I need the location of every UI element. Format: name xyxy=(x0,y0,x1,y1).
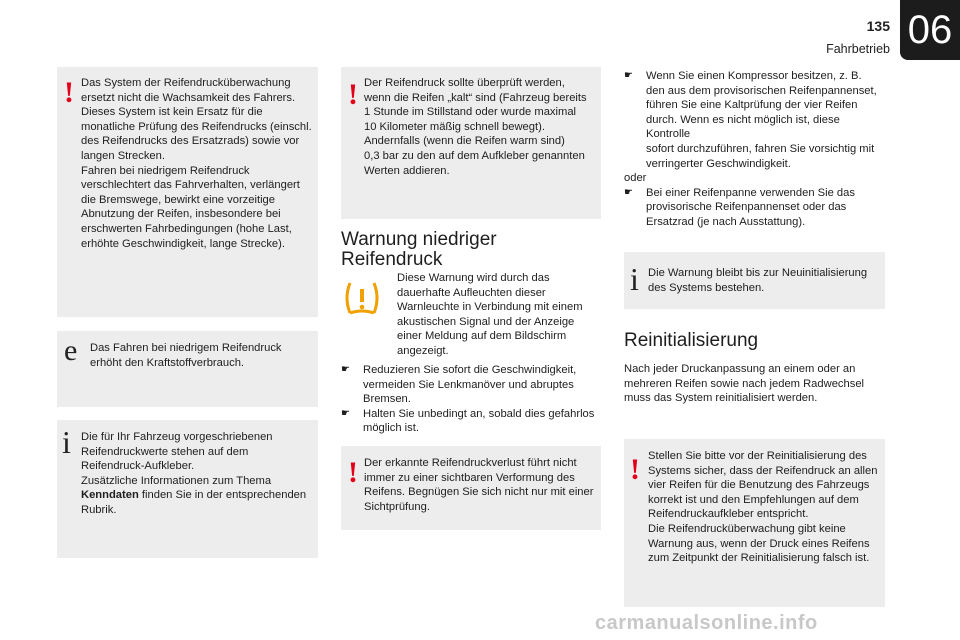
eco-icon: e xyxy=(64,334,78,367)
heading-warning-low-pressure: Warnung niedriger Reifendruck xyxy=(341,229,497,270)
eco-box-text: Das Fahren bei niedrigem Reifendruck erhöht den Kraftstoffverbrauch. xyxy=(90,342,282,369)
oder-text: oder xyxy=(624,172,647,185)
list-item: ☛ Halten Sie unbedingt an, sobald dies gefahrlos möglich ist. xyxy=(341,407,595,435)
reinit-paragraph: Nach jeder Druckanpassung an einem oder an mehreren Reifen sowie nach jedem Radwechsel muss das System reinitialisiert werden. xyxy=(624,363,865,405)
watermark: carmanualsonline.info xyxy=(595,612,818,634)
page-number: 135 xyxy=(866,18,890,34)
warning-box-reinit-text: Stellen Sie bitte vor der Reinitialisierung des Systems sicher, dass der Reifendruck an allen vier Reifen für die Benutzung des Fahrzeugs korrekt ist und den Empfehlungen auf dem Reifendruckaufkleber entspricht. Die Reifendrucküberwachung gibt keine Warnung aus, wenn der Druck eines Reifens zum Zeitpunkt der Reinitialisierung falsch ist. xyxy=(648,450,878,565)
bullet-icon: ☛ xyxy=(624,70,633,81)
info-icon: i xyxy=(62,424,71,460)
warning-description: Diese Warnung wird durch das dauerhafte Aufleuchten dieser Warnleuchte in Verbindung mit einem akustischen Signal und der Anzeige einer Meldung auf dem Bildschirm angezeigt. xyxy=(397,272,583,357)
bullet-icon: ☛ xyxy=(341,407,350,419)
section-name: Fahrbetrieb xyxy=(826,42,890,56)
heading-reinitialisation: Reinitialisierung xyxy=(624,330,759,351)
exclamation-icon: ! xyxy=(348,456,358,489)
tyre-pressure-warning-icon xyxy=(340,278,384,318)
compressor-list xyxy=(624,69,886,230)
list-item: ☛ Reduzieren Sie sofort die Geschwindigkeit, vermeiden Sie Lenkmanöver und abruptes Bremsen. xyxy=(341,364,577,406)
warning-box-visual-text: Der erkannte Reifendruckverlust führt nicht immer zu einer sichtbaren Verformung des Reifens. Begnügen Sie sich nicht nur mit einer Sichtprüfung. xyxy=(364,457,594,513)
chapter-tab: 06 xyxy=(900,0,960,60)
info-icon: i xyxy=(630,261,639,297)
warning-box-system-text: Das System der Reifendrucküberwachung ersetzt nicht die Wachsamkeit des Fahrers. Dieses System ist kein Ersatz für die monatliche Prüfung des Reifendrucks (einschl. des Reifendrucks des Ersatzrads) sowie vor langen Strecken. Fahren bei niedrigem Reifendruck verschlechtert das Fahrverhalten, verlängert die Bremswege, bewirkt eine vorzeitige Abnutzung der Reifen, insbesondere bei erschwerten Fahrbedingungen (hohe Last, erhöhte Geschwindigkeit, lange Strecke). xyxy=(81,77,312,250)
bullet-icon: ☛ xyxy=(341,364,350,375)
bold-keyword: Kenndaten xyxy=(81,489,139,502)
exclamation-icon: ! xyxy=(630,453,640,486)
exclamation-icon: ! xyxy=(64,76,74,109)
list-item: ☛ Wenn Sie einen Kompressor besitzen, z. B. den aus dem provisorischen Reifenpannenset, führen Sie eine Kaltprüfung der vier Reifen durch. Wenn es nicht möglich ist, diese Kontrolle sofort durchzuführen, fahren Sie vorsichtig mit verringerter Geschwindigkeit. xyxy=(624,70,877,170)
info-box-warning-persists-text: Die Warnung bleibt bis zur Neuinitialisierung des Systems bestehen. xyxy=(648,267,868,294)
warning-box-check-text: Der Reifendruck sollte überprüft werden, wenn die Reifen „kalt“ sind (Fahrzeug bereits 1 Stunde im Stillstand oder wurde maximal 10 Kilometer mäßig schnell bewegt). Andernfalls (wenn die Reifen warm sind) 0,3 bar zu den auf dem Aufkleber genannten Werten addieren. xyxy=(364,77,587,177)
info-box-values-text: Die für Ihr Fahrzeug vorgeschriebenen Reifendruckwerte stehen auf dem Reifendruck-Aufkleber. Zusätzliche Informationen zum Thema Kenndaten finden Sie in der entsprechenden Rubrik. xyxy=(81,431,307,516)
bullet-icon: ☛ xyxy=(624,186,633,198)
action-list xyxy=(341,363,601,436)
list-item: ☛ Bei einer Reifenpanne verwenden Sie das provisorische Reifenpannenset oder das Ersatzrad (je nach Ausstattung). xyxy=(624,186,855,228)
exclamation-icon: ! xyxy=(348,78,358,111)
